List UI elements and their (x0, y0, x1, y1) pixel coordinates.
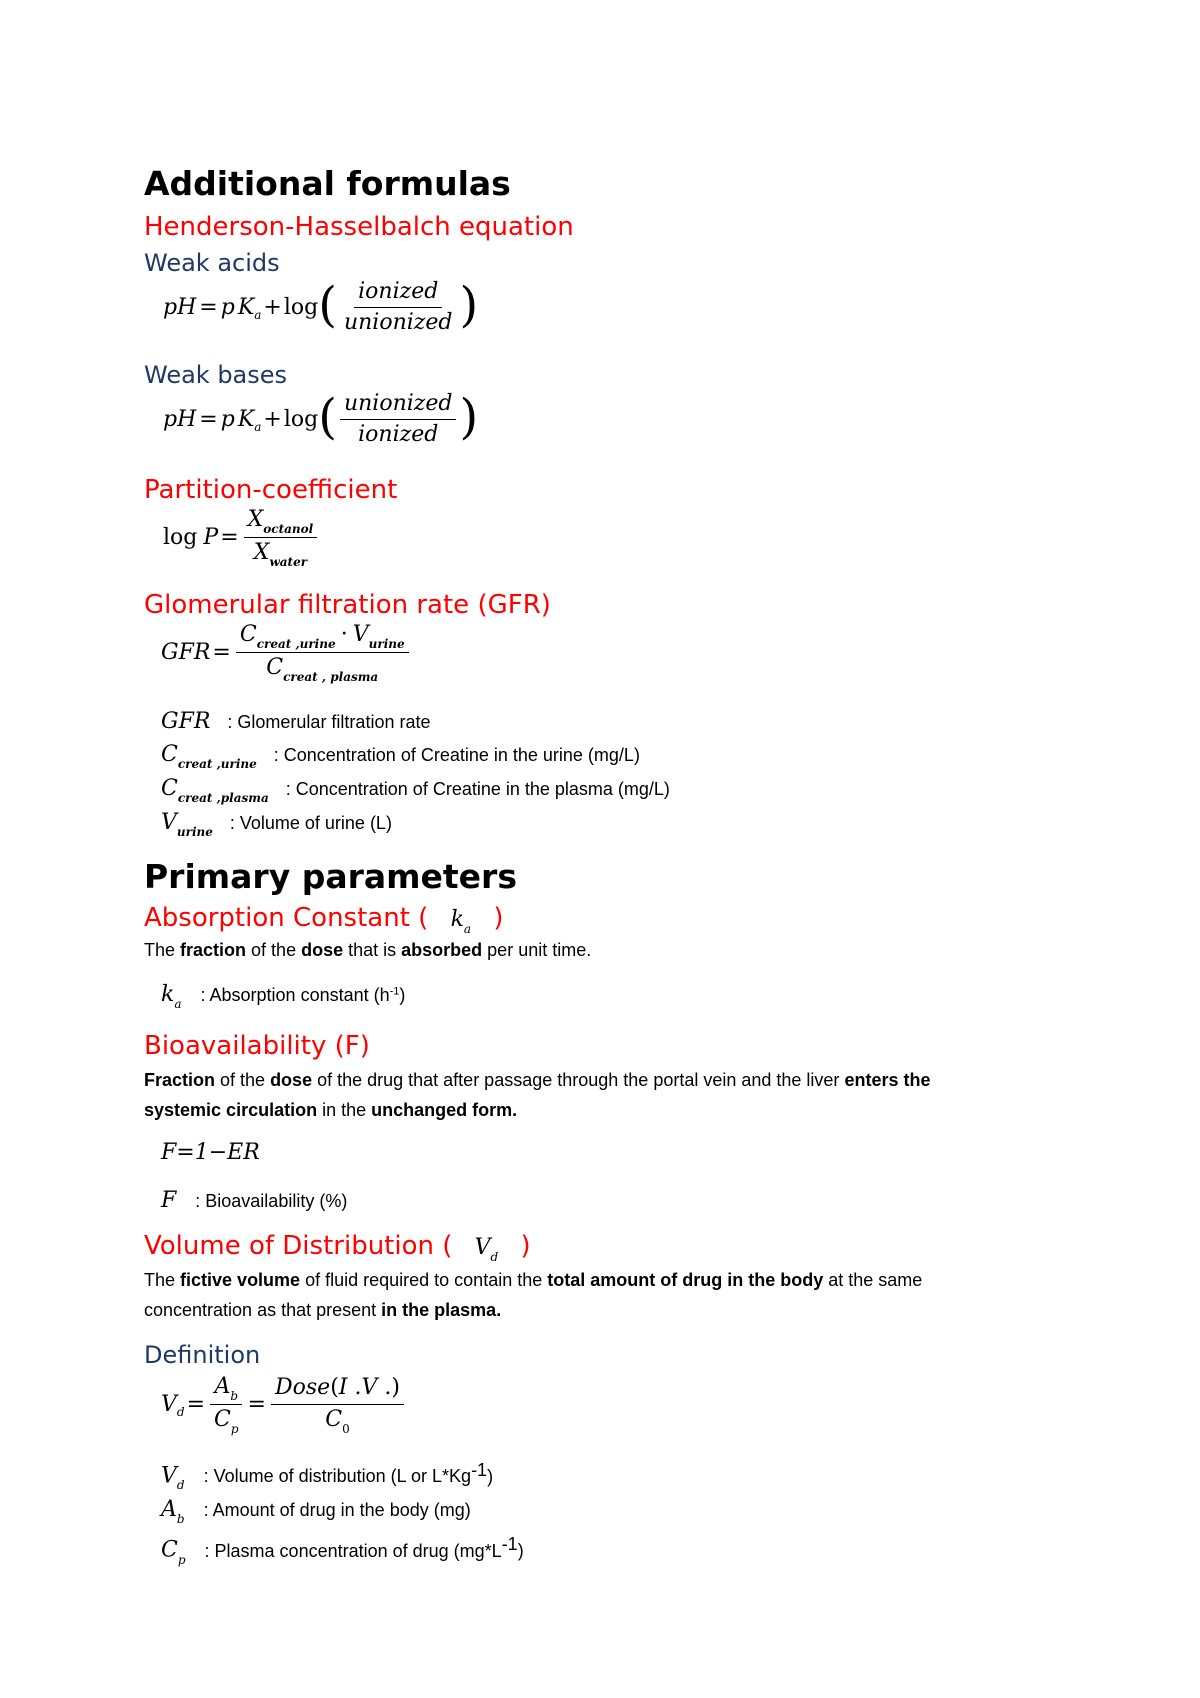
denominator: unionized (343, 310, 453, 335)
fraction-dose-c0: $\frac{\text{Dose(I .V .)}}{C_0}$ (271, 1375, 404, 1435)
heading-absorption-constant: Absorption Constant ( $k_a$ ) (144, 903, 504, 936)
ph-symbol: pH (163, 407, 197, 432)
heading-partition-coefficient: Partition-coefficient (144, 475, 398, 505)
vd-definitions (161, 1454, 524, 1569)
numerator: unionized (340, 391, 457, 420)
heading-henderson-hasselbalch: Henderson-Hasselbalch equation (144, 212, 574, 242)
bioavailability-formula: F=1−ER (161, 1140, 260, 1165)
denominator: ionized (358, 422, 439, 447)
bioavailability-definition: F : Bioavailability (%) (161, 1188, 348, 1213)
fraction-ab-cp: $\frac{A_b}{C_p}$ (210, 1374, 243, 1435)
bioavailability-description-line1: Fraction of the dose of the drug that after passage through the portal vein and the liver enters the (144, 1070, 931, 1090)
plus-sign: + (263, 295, 282, 320)
equals-sign: = (199, 295, 218, 320)
equals-sign: = (220, 525, 239, 550)
log-operator: log (283, 295, 319, 320)
vd-formula: V d = $\frac{A_b}{C_p}$ = $\frac{\text{Dose(I .V .)}}{C_0}$ (161, 1374, 407, 1435)
gfr-definition-row: $C_{creat ,plasma}$ : Concentration of Creatine in the plasma (mg/L) (161, 776, 670, 805)
denominator: $X_{water}$ (253, 540, 308, 569)
equals-sign: = (212, 640, 231, 665)
heading-definition: Definition (144, 1341, 261, 1369)
k-symbol: K (237, 407, 255, 432)
section-title-primary-parameters: Primary parameters (144, 857, 517, 896)
gfr-definitions (161, 706, 670, 841)
k-symbol: K (237, 295, 255, 320)
k-subscript: a (254, 419, 262, 434)
absorption-definition: $k_a$ : Absorption constant $(h^{-1})$ (161, 982, 406, 1011)
numerator: ionized (354, 279, 442, 308)
fraction (244, 507, 318, 568)
weak-bases-formula (163, 388, 479, 448)
fraction (236, 622, 409, 683)
fraction (340, 279, 457, 336)
k-subscript: a (254, 307, 262, 322)
vd-description-line1: The fictive volume of fluid required to contain the total amount of drug in the body at the same (144, 1270, 923, 1290)
gfr-definition-row: $V_{urine}$ : Volume of urine (L) (161, 810, 392, 839)
gfr-symbol: GFR (161, 640, 211, 665)
p-symbol: P (203, 525, 219, 550)
numerator: $C_{creat ,urine} \cdot V_{urine}$ (236, 622, 409, 653)
heading-bioavailability: Bioavailability (F) (144, 1031, 370, 1061)
right-paren: ) (459, 388, 479, 445)
vd-definition-row: $C_p$ : Plasma concentration of drug $(mg*L^{-1})$ (161, 1534, 524, 1567)
gfr-definition-row: GFR : Glomerular filtration rate (161, 709, 431, 734)
fraction (340, 391, 457, 448)
heading-gfr: Glomerular filtration rate (GFR) (144, 590, 551, 620)
heading-volume-of-distribution: Volume of Distribution ( $V_d$ ) (144, 1231, 531, 1264)
p-symbol: p (220, 295, 235, 320)
gfr-definition-row: $C_{creat ,urine}$ : Concentration of Creatine in the urine (mg/L) (161, 742, 640, 771)
log-operator: log (163, 525, 198, 550)
ph-symbol: pH (163, 295, 197, 320)
right-paren: ) (459, 276, 479, 333)
left-paren: ( (318, 276, 337, 333)
page-title: Additional formulas (144, 164, 511, 203)
absorption-description: The fraction of the dose that is absorbed per unit time. (144, 940, 592, 960)
gfr-formula (161, 622, 412, 683)
bioavailability-description-line2: systemic circulation in the unchanged form. (144, 1100, 518, 1120)
left-paren: ( (318, 388, 337, 445)
log-operator: log (283, 407, 319, 432)
numerator: $X_{octanol}$ (244, 507, 318, 538)
heading-weak-acids: Weak acids (144, 249, 280, 277)
plus-sign: + (263, 407, 282, 432)
p-symbol: p (220, 407, 235, 432)
partition-formula (163, 507, 320, 568)
vd-description-line2: concentration as that present in the plasma. (144, 1300, 502, 1320)
vd-definition-row: $V_d$ : Volume of distribution (L or $L*Kg^{-1}$) (161, 1460, 494, 1493)
vd-definition-row: $A_b$ : Amount of drug in the body (mg) (161, 1497, 471, 1527)
denominator: $C_{creat , plasma}$ (266, 655, 379, 684)
weak-acids-formula (163, 276, 479, 336)
heading-weak-bases: Weak bases (144, 361, 288, 389)
equals-sign: = (199, 407, 218, 432)
